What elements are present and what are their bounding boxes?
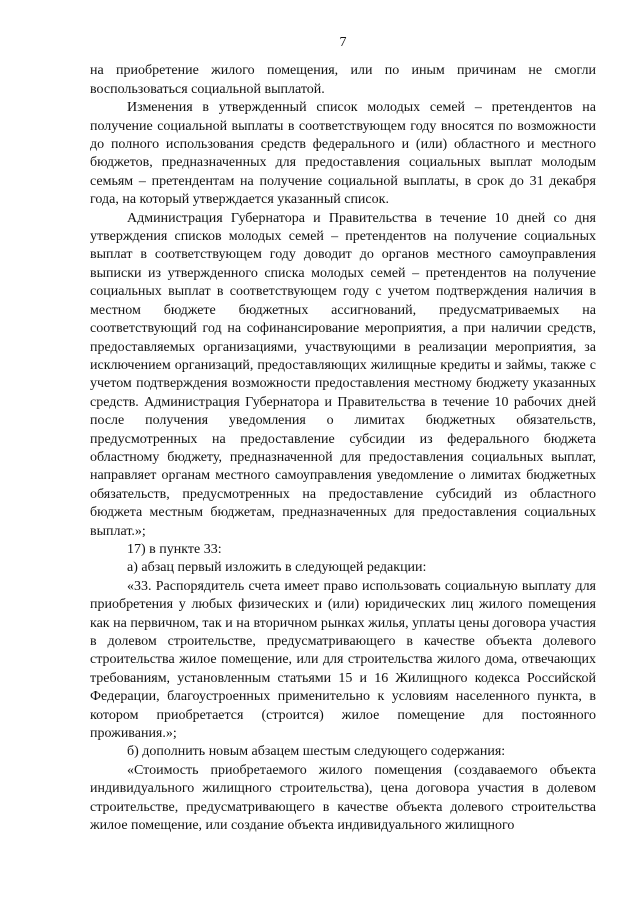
document-body: [90, 62, 596, 835]
paragraph: «Стоимость приобретаемого жилого помещения (создаваемого объекта индивидуального жилищного строительства), цена договора участия в долевом строительстве, предусматривающего в качестве объекта долевого строительства жилое помещение, или создание объекта индивидуального жилищного: [90, 762, 596, 834]
paragraph: а) абзац первый изложить в следующей редакции:: [127, 560, 427, 576]
paragraph: «33. Распорядитель счета имеет право использовать социальную выплату для приобретения у любых физических и (или) юридических лиц жилого помещения как на первичном, так и на вторичном рынках жилья, уплаты цены договора участия в долевом строительстве, предусматривающего в качестве объекта долевого строительства жилое помещение, или для строительства жилого дома, отвечающих требованиям, установленным статьями 15 и 16 Жилищного кодекса Российской Федерации, благоустроенных применительно к условиям населенного пункта, в котором приобретается (строится) жилое помещение для постоянного проживания.»;: [90, 578, 596, 742]
paragraph: Администрация Губернатора и Правительства в течение 10 дней со дня утверждения списков молодых семей – претендентов на получение социальных выплат в соответствующем году доводит до органов местного самоуправления выписки из утвержденного списка молодых семей – претендентов на получение социальных выплат в соответствующем году с учетом подтверждения наличия в местном бюджете бюджетных ассигнований, предусматриваемых на соответствующий год на софинансирование мероприятия, а при наличии средств, предоставляемых организациями, участвующими в реализации мероприятия, за исключением организаций, предоставляющих жилищные кредиты и займы, также с учетом подтверждения возможности предоставления местному бюджету указанных средств. Администрация Губернатора и Правительства в течение 10 рабочих дней после получения уведомления о лимитах бюджетных обязательств, предусмотренных на предоставление субсидии из федерального бюджета областному бюджету, предназначенной для предоставления социальных выплат, направляет органам местного самоуправления уведомление о лимитах бюджетных обязательств, предусмотренных на предоставление субсидий из областного бюджета местным бюджетам, предназначенных для предоставления социальных выплат.»;: [90, 210, 596, 539]
paragraph: б) дополнить новым абзацем шестым следующего содержания:: [127, 744, 506, 760]
document-page: [90, 34, 596, 835]
paragraph: 17) в пункте 33:: [127, 541, 222, 557]
page-number: 7: [339, 35, 347, 50]
paragraph: на приобретение жилого помещения, или по иным причинам не смогли воспользоваться социальной выплатой.: [90, 63, 596, 97]
paragraph: Изменения в утвержденный список молодых семей – претендентов на получение социальной выплаты в соответствующем году вносятся по возможности до полного использования средств федерального и (или) областного и местного бюджетов, предназначенных для предоставления социальных выплат молодым семьям – претендентам на получение социальной выплаты, в срок до 31 декабря года, на который утверждается указанный список.: [90, 100, 596, 208]
